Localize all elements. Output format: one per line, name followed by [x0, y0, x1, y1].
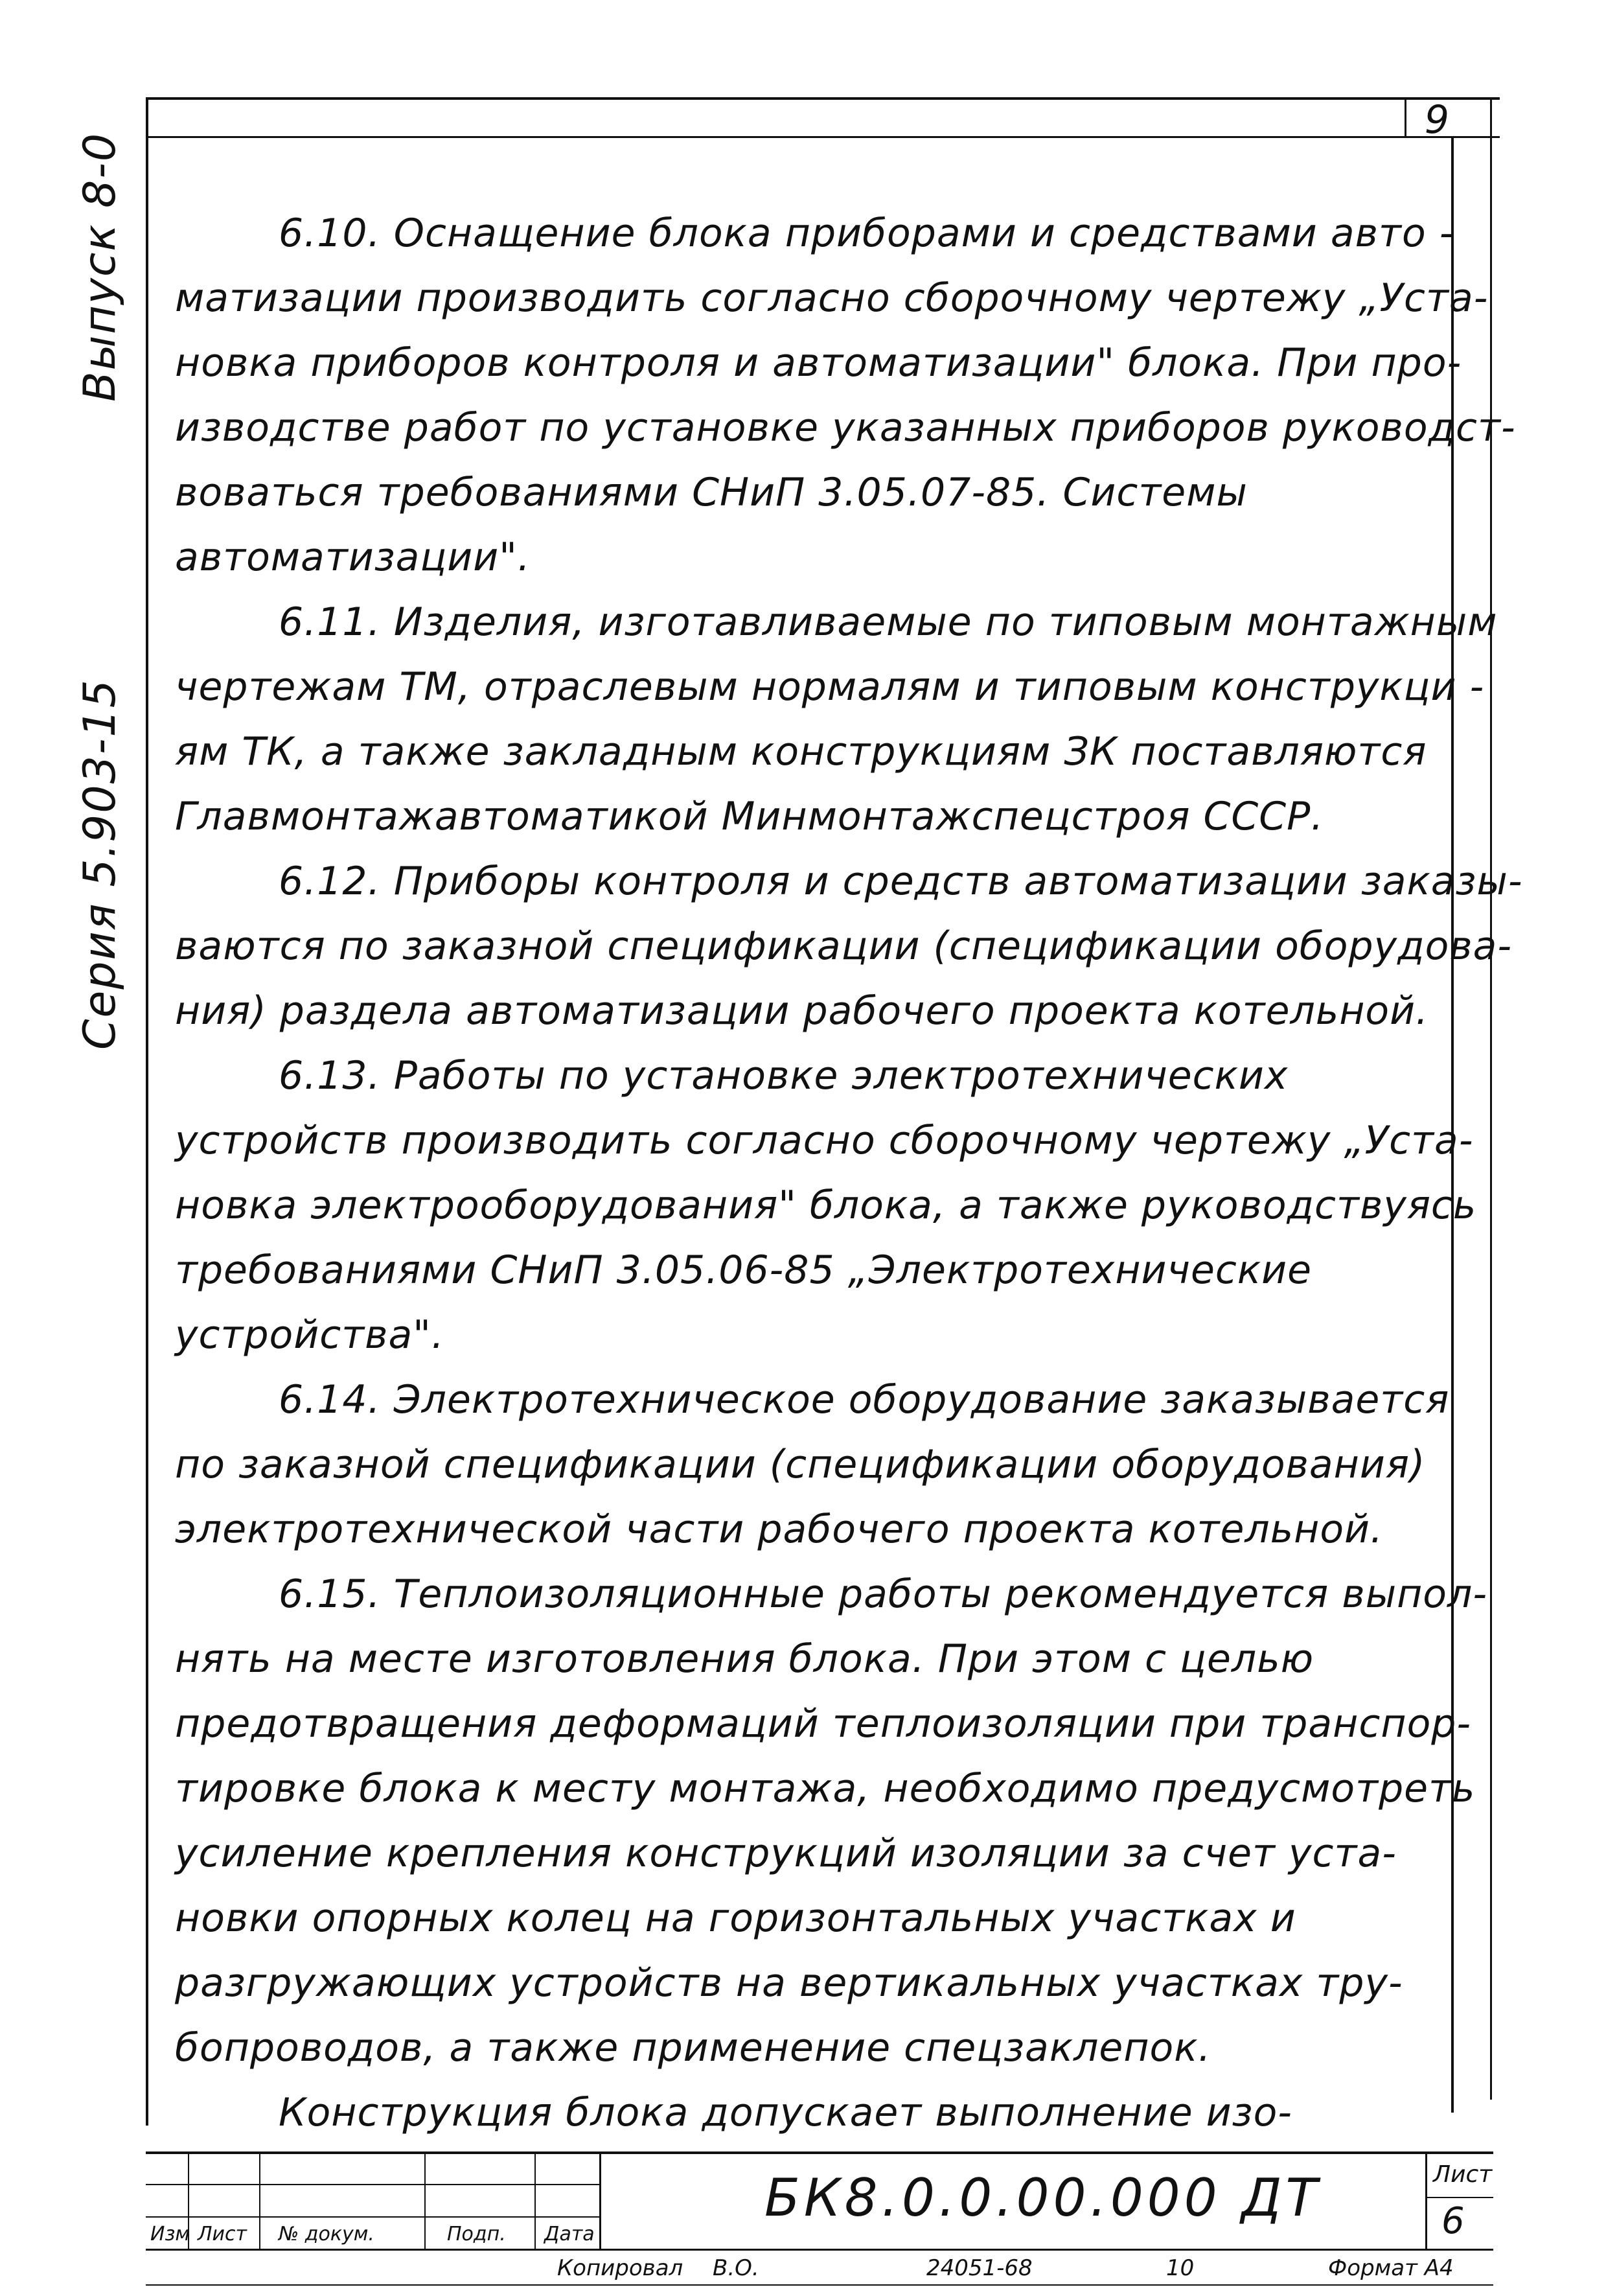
stamp-sheet-row — [1425, 2197, 1493, 2198]
text-line: предотвращения деформаций теплоизоляции при транспор- — [175, 1701, 1472, 1746]
text-line: новка приборов контроля и автоматизации" блока. При про- — [175, 340, 1462, 386]
text-line: новки опорных колец на горизонтальных участках и — [175, 1896, 1296, 1941]
bottom-note-underline — [146, 2284, 1493, 2286]
stamp-col — [534, 2151, 536, 2249]
text-line: 6.12. Приборы контроля и средств автоматизации заказы- — [279, 859, 1523, 904]
copied-initials: В.О. — [713, 2255, 759, 2281]
corner-box-left — [1405, 97, 1406, 137]
text-line: 6.15. Теплоизоляционные работы рекомендуется выпол- — [279, 1571, 1487, 1617]
text-line: бопроводов, а также применение спецзаклепок. — [175, 2025, 1211, 2070]
text-line: усиление крепления конструкций изоляции за счет уста- — [175, 1831, 1397, 1876]
col-label-izm: Изм — [150, 2223, 190, 2245]
stamp-line-top — [146, 2151, 1493, 2154]
stamp-col — [599, 2151, 601, 2249]
text-line: устройств производить согласно сборочному чертежу „Уста- — [175, 1118, 1474, 1163]
text-line: разгружающих устройств на вертикальных участках тру- — [175, 1960, 1403, 2006]
frame-top-inner — [146, 136, 1500, 138]
text-line: 6.13. Работы по установке электротехнических — [279, 1053, 1289, 1098]
stamp-line-mid2 — [146, 2216, 599, 2218]
text-line: 6.14. Электротехническое оборудование заказывается — [279, 1377, 1450, 1422]
sheet-number: 6 — [1441, 2200, 1465, 2242]
stamp-col — [424, 2151, 426, 2249]
text-line: требованиями СНиП 3.05.06-85 „Электротехнические — [175, 1247, 1313, 1293]
order-number: 24051-68 — [926, 2255, 1033, 2281]
side-label-issue: Выпуск 8-0 — [75, 132, 126, 402]
sheet-label: Лист — [1433, 2161, 1493, 2188]
stamp-col — [259, 2151, 260, 2249]
frame-top — [146, 97, 1500, 100]
col-label-date: Дата — [544, 2223, 595, 2245]
text-line: чертежам ТМ, отраслевым нормалям и типовым конструкци - — [175, 664, 1485, 710]
copied-label: Копировал — [557, 2255, 683, 2281]
col-label-list: Лист — [198, 2223, 247, 2245]
text-line: воваться требованиями СНиП 3.05.07-85. Системы — [175, 470, 1248, 515]
text-line: тировке блока к месту монтажа, необходимо предусмотреть — [175, 1766, 1476, 1811]
side-label-series: Серия 5.903-15 — [75, 678, 126, 1050]
stamp-sheet-col — [1425, 2151, 1427, 2249]
text-line: изводстве работ по установке указанных приборов руководст- — [175, 405, 1516, 450]
col-label-doc: № докум. — [279, 2223, 374, 2245]
frame-left — [146, 97, 148, 2126]
text-line: 6.10. Оснащение блока приборами и средствами авто - — [279, 211, 1454, 256]
format-label: Формат А4 — [1328, 2255, 1454, 2281]
text-line: ния) раздела автоматизации рабочего проекта котельной. — [175, 988, 1429, 1034]
document-code: БК8.0.0.00.000 ДТ — [764, 2168, 1322, 2228]
text-line: по заказной спецификации (спецификации оборудования) — [175, 1442, 1426, 1487]
text-line: автоматизации". — [175, 535, 531, 580]
corner-page-number: 9 — [1424, 97, 1450, 143]
text-line: устройства". — [175, 1312, 444, 1358]
text-line: электротехнической части рабочего проекта котельной. — [175, 1507, 1384, 1552]
stamp-line-bottom — [146, 2249, 1493, 2251]
text-line: Конструкция блока допускает выполнение изо- — [279, 2090, 1292, 2135]
stamp-line-mid1 — [146, 2184, 599, 2185]
text-line: Главмонтажавтоматикой Минмонтажспецстроя СССР. — [175, 794, 1324, 839]
col-label-sign: Подп. — [447, 2223, 506, 2245]
text-line: нять на месте изготовления блока. При этом с целью — [175, 1636, 1314, 1682]
text-line: матизации производить согласно сборочному чертежу „Уста- — [175, 275, 1489, 321]
text-line: новка электрооборудования" блока, а также руководствуясь — [175, 1183, 1477, 1228]
text-line: ям ТК, а также закладным конструкциям ЗК поставляются — [175, 729, 1427, 774]
text-line: 6.11. Изделия, изготавливаемые по типовым монтажным — [279, 599, 1498, 645]
text-line: ваются по заказной спецификации (спецификации оборудова- — [175, 923, 1513, 969]
copy-number: 10 — [1166, 2255, 1195, 2281]
